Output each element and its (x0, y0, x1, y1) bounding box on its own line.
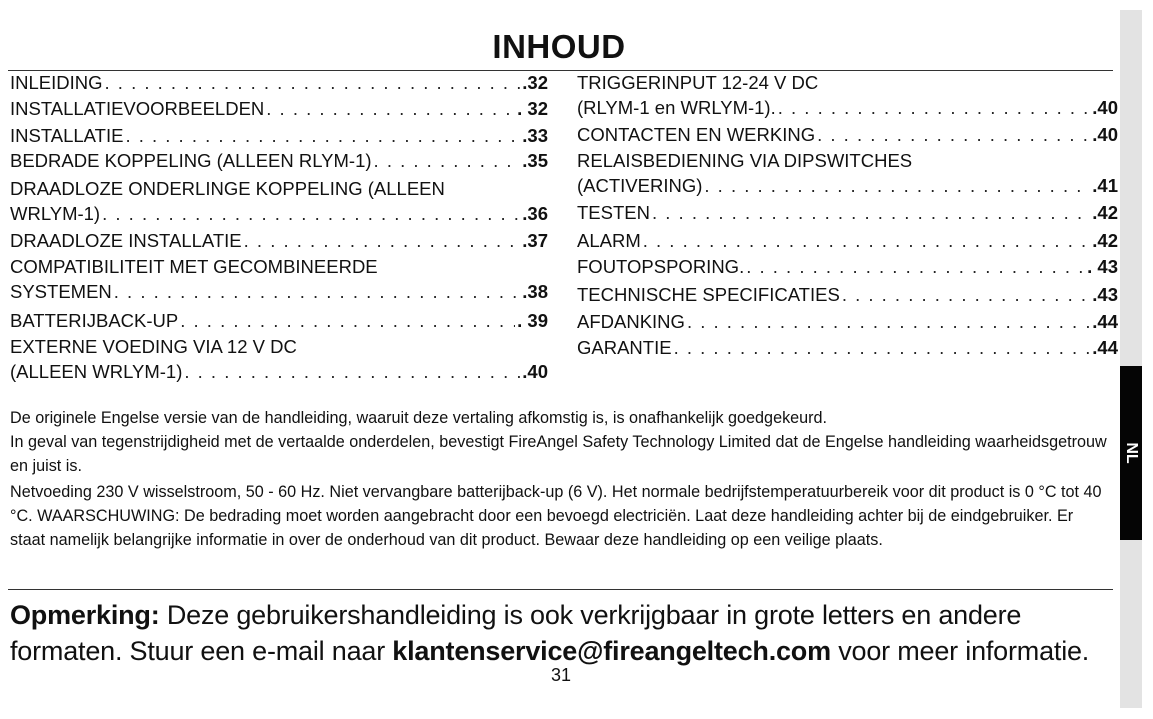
toc-entry-page: .40 (1092, 124, 1118, 145)
toc-leader-dots (778, 95, 1091, 120)
toc-column-left (10, 70, 548, 384)
notice-paragraph-conflict: In geval van tegenstrijdigheid met de vertaalde onderdelen, bevestigt FireAngel Safety Technology Limited dat de Engelse handleiding waarheidsgetrouw en juist is. (10, 433, 1107, 475)
toc-entry-page: . 32 (517, 98, 548, 119)
toc-entry-title: BEDRADE KOPPELING (ALLEEN RLYM-1) (10, 150, 372, 171)
side-thumb-bar (1120, 10, 1142, 708)
toc-entry[interactable] (10, 176, 548, 226)
note-divider (8, 589, 1113, 590)
toc-column-right (577, 70, 1118, 360)
note-block (10, 597, 1120, 669)
toc-leader-dots (687, 309, 1090, 334)
toc-entry[interactable] (10, 308, 548, 333)
toc-entry-title: GARANTIE (577, 337, 672, 358)
toc-entry[interactable] (10, 70, 548, 95)
toc-entry-title: (RLYM-1 en WRLYM-1). (577, 97, 776, 118)
toc-leader-dots (643, 228, 1091, 253)
toc-entry-title: INLEIDING (10, 72, 103, 93)
toc-entry-heading: EXTERNE VOEDING VIA 12 V DC (10, 336, 297, 357)
toc-entry[interactable] (577, 122, 1118, 147)
toc-entry-page: .35 (522, 150, 548, 171)
toc-entry-page: .44 (1092, 337, 1118, 358)
toc-leader-dots (374, 148, 521, 173)
toc-entry-title: FOUTOPSPORING. (577, 256, 745, 277)
toc-entry-heading: TRIGGERINPUT 12-24 V DC (577, 72, 819, 93)
toc-entry-title: BATTERIJBACK-UP (10, 310, 179, 331)
toc-entry[interactable] (577, 228, 1118, 253)
toc-leader-dots (114, 279, 521, 304)
toc-entry-heading: COMPATIBILITEIT MET GECOMBINEERDE (10, 256, 378, 277)
toc-entry-page: .42 (1092, 230, 1118, 251)
note-text-start: Deze gebruikershandleiding is ook verkrijgbaar in grote letters en andere formaten. Stuur een e-mail naar (10, 600, 1022, 666)
toc-entry-page: .44 (1092, 311, 1118, 332)
toc-entry[interactable] (577, 148, 1118, 198)
toc-leader-dots (180, 308, 515, 333)
toc-entry-title: TESTEN (577, 202, 650, 223)
toc-entry-page: .43 (1092, 284, 1118, 305)
toc-entry[interactable] (577, 309, 1118, 334)
notice-paragraph-power: Netvoeding 230 V wisselstroom, 50 - 60 Hz. Niet vervangbare batterijback-up (6 V). Het normale bedrijfstemperatuurbereik voor dit product is 0 °C tot 40 °C. WAARSCHUWING: De bedrading moet worden aangebracht door een bevoegd electriciën. Laat deze handleiding achter bij de eindgebruiker. Er staat namelijk belangrijke informatie in over de onderhoud van dit product. Bewaar deze handleiding op een veilige plaats. (10, 483, 1102, 549)
language-tab-label: NL (1123, 442, 1140, 464)
toc-leader-dots (184, 359, 520, 384)
toc-entry-title: DRAADLOZE INSTALLATIE (10, 230, 242, 251)
toc-entry-page: . 43 (1087, 256, 1118, 277)
page-number: 31 (550, 665, 572, 685)
toc-entry-title: CONTACTEN EN WERKING (577, 124, 816, 145)
toc-leader-dots (842, 282, 1090, 307)
toc-leader-dots (244, 228, 521, 253)
toc-entry[interactable] (577, 70, 1118, 120)
toc-entry[interactable] (10, 254, 548, 304)
toc-leader-dots (102, 201, 520, 226)
toc-entry-title: ALARM (577, 230, 641, 251)
toc-entry-page: .42 (1092, 202, 1118, 223)
toc-entry[interactable] (577, 254, 1118, 279)
toc-entry-page: .37 (522, 230, 548, 251)
toc-entry-page: .36 (522, 203, 548, 224)
page-title: INHOUD (492, 28, 626, 65)
toc-entry-title: INSTALLATIEVOORBEELDEN (10, 98, 265, 119)
notice-text (10, 406, 1110, 552)
support-email-link[interactable]: klantenservice@fireangeltech.com (392, 636, 831, 666)
toc-entry-page: . 39 (517, 310, 548, 331)
toc-entry-title: TECHNISCHE SPECIFICATIES (577, 284, 840, 305)
toc-entry-heading: DRAADLOZE ONDERLINGE KOPPELING (ALLEEN (10, 178, 445, 199)
toc-entry-page: .32 (522, 72, 548, 93)
note-text-end: voor meer informatie. (830, 636, 1090, 666)
toc-entry-page: .40 (1092, 97, 1118, 118)
toc-entry[interactable] (577, 335, 1118, 360)
toc-entry-page: .40 (522, 361, 548, 382)
toc-entry[interactable] (10, 96, 548, 121)
toc-leader-dots (674, 335, 1091, 360)
toc-entry[interactable] (10, 334, 548, 384)
toc-entry-page: .41 (1092, 175, 1118, 196)
note-label: Opmerking: (10, 600, 160, 630)
toc-leader-dots (704, 173, 1090, 198)
toc-entry-title: (ALLEEN WRLYM-1) (10, 361, 183, 382)
toc-entry[interactable] (577, 200, 1118, 225)
toc-leader-dots (266, 96, 515, 121)
toc-entry-title: AFDANKING (577, 311, 685, 332)
toc-leader-dots (105, 70, 521, 95)
toc-entry-title: INSTALLATIE (10, 125, 124, 146)
toc-entry-heading: RELAISBEDIENING VIA DIPSWITCHES (577, 150, 913, 171)
toc-entry[interactable] (10, 228, 548, 253)
toc-leader-dots (652, 200, 1090, 225)
toc-entry-title: SYSTEMEN (10, 281, 112, 302)
toc-leader-dots (817, 122, 1090, 147)
toc-entry[interactable] (577, 282, 1118, 307)
toc-entry[interactable] (10, 123, 548, 148)
toc-entry-title: (ACTIVERING) (577, 175, 703, 196)
toc-entry-page: .38 (522, 281, 548, 302)
toc-entry[interactable] (10, 148, 548, 173)
toc-entry-title: WRLYM-1) (10, 203, 101, 224)
toc-leader-dots (746, 254, 1085, 279)
toc-leader-dots (125, 123, 520, 148)
toc-entry-page: .33 (522, 125, 548, 146)
notice-paragraph-original: De originele Engelse versie van de handleiding, waaruit deze vertaling afkomstig is, is onafhankelijk goedgekeurd. (10, 409, 828, 427)
